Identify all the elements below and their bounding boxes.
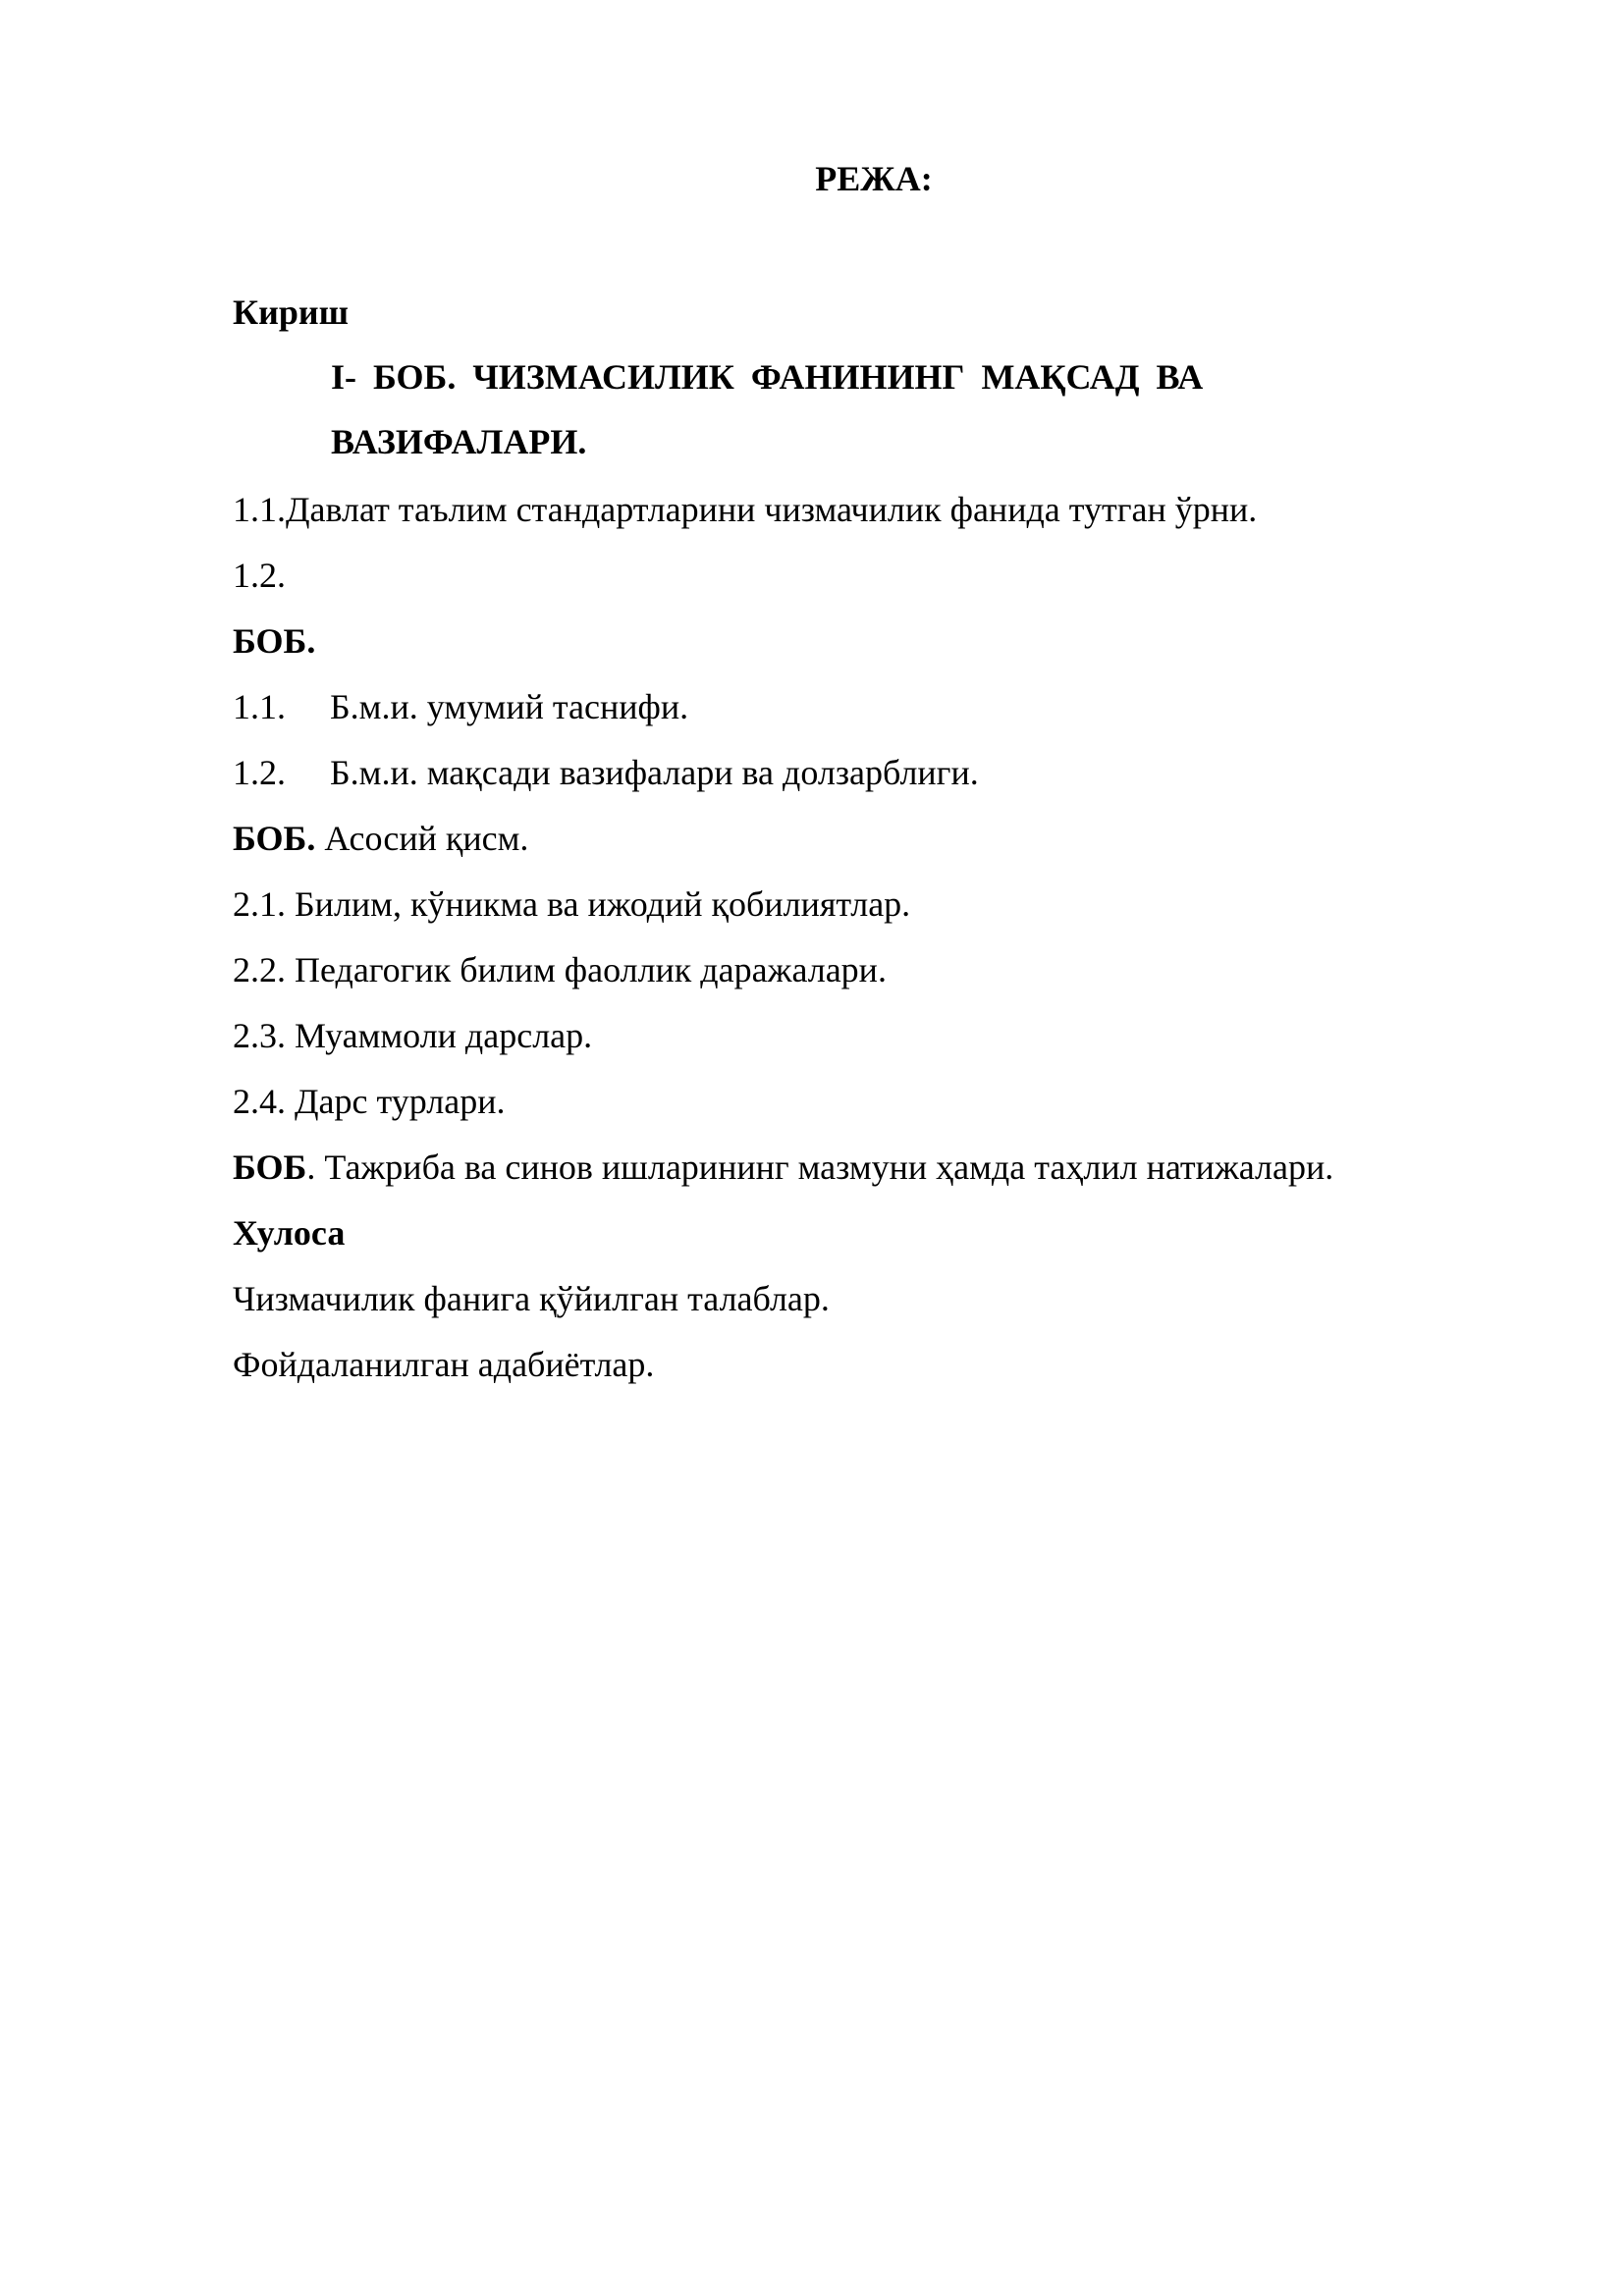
section-2-4: 2.4. Дарс турлари. <box>233 1082 506 1121</box>
intro-heading: Кириш <box>233 293 350 332</box>
subsection-1-1 <box>233 685 688 728</box>
chapter-c-text: . Тажриба ва синов ишларининг мазмуни ҳамда таҳлил натижалари. <box>306 1148 1334 1187</box>
subsection-1-1-text: Б.м.и. умумий таснифи. <box>330 687 689 726</box>
chapter-heading-b <box>233 817 528 860</box>
chapter-heading-a: БОБ. <box>233 621 316 661</box>
subsection-1-1-number: 1.1. <box>233 687 286 726</box>
section-2-2: 2.2. Педагогик билим фаоллик даражалари. <box>233 950 887 989</box>
chapter-heading-c <box>233 1146 1333 1189</box>
section-2-3: 2.3. Муаммоли дарслар. <box>233 1016 593 1055</box>
subsection-1-2-number: 1.2. <box>233 753 286 792</box>
subsection-1-2 <box>233 751 979 794</box>
subsection-1-2-text: Б.м.и. мақсади вазифалари ва долзарблиги. <box>330 753 979 792</box>
chapter-b-label: БОБ. <box>233 819 316 858</box>
chapter-1-heading-line-1: I- БОБ. ЧИЗМАСИЛИК ФАНИНИНГ МАҚСАД ВА <box>331 357 1204 397</box>
section-1-2-empty: 1.2. <box>233 556 286 595</box>
section-2-1: 2.1. Билим, кўникма ва ижодий қобилиятлар. <box>233 884 911 924</box>
section-1-1: 1.1.Давлат таълим стандартларини чизмачилик фанида тутган ўрни. <box>233 490 1258 529</box>
chapter-c-label: БОБ <box>233 1148 307 1187</box>
chapter-1-heading-line-2: ВАЗИФАЛАРИ. <box>331 422 587 461</box>
requirements-line: Чизмачилик фанига қўйилган талаблар. <box>233 1279 830 1318</box>
plan-title: РЕЖА: <box>815 159 933 198</box>
chapter-b-text: Асосий қисм. <box>315 819 529 858</box>
references-line: Фойдаланилган адабиётлар. <box>233 1345 655 1384</box>
conclusion-heading: Хулоса <box>233 1213 346 1253</box>
